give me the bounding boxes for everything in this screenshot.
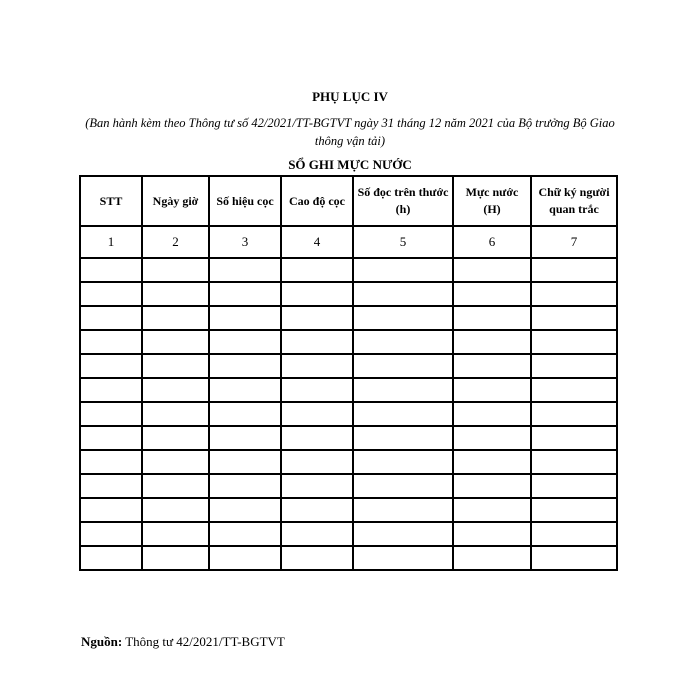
header-stake-number: Số hiệu cọc bbox=[209, 176, 281, 226]
table-cell bbox=[142, 330, 209, 354]
table-cell bbox=[453, 330, 531, 354]
table-cell bbox=[531, 546, 617, 570]
table-row bbox=[80, 522, 617, 546]
table-cell bbox=[209, 450, 281, 474]
source-line bbox=[81, 634, 285, 650]
table-cell bbox=[453, 426, 531, 450]
table-cell bbox=[353, 546, 453, 570]
table-cell bbox=[142, 498, 209, 522]
issuance-note: (Ban hành kèm theo Thông tư số 42/2021/TT-BGTVT ngày 31 tháng 12 năm 2021 của Bộ trưởng Bộ Giao thông vận tải) bbox=[85, 116, 615, 148]
table-cell bbox=[142, 426, 209, 450]
table-cell bbox=[142, 378, 209, 402]
table-cell bbox=[531, 426, 617, 450]
table-cell bbox=[209, 378, 281, 402]
table-cell bbox=[281, 474, 353, 498]
table-cell bbox=[281, 354, 353, 378]
table-cell bbox=[209, 474, 281, 498]
column-number: 2 bbox=[142, 226, 209, 258]
table-row bbox=[80, 426, 617, 450]
source-label: Nguồn: bbox=[81, 634, 123, 649]
table-row bbox=[80, 330, 617, 354]
table-cell bbox=[142, 522, 209, 546]
table-cell bbox=[531, 474, 617, 498]
table-row bbox=[80, 402, 617, 426]
appendix-title: PHỤ LỤC IV bbox=[312, 89, 388, 104]
header-staff-reading: Số đọc trên thước (h) bbox=[353, 176, 453, 226]
table-cell bbox=[281, 330, 353, 354]
table-cell bbox=[209, 426, 281, 450]
table-cell bbox=[453, 498, 531, 522]
table-cell bbox=[142, 258, 209, 282]
table-cell bbox=[80, 450, 142, 474]
table-cell bbox=[80, 354, 142, 378]
table-row bbox=[80, 474, 617, 498]
table-cell bbox=[353, 378, 453, 402]
table-cell bbox=[281, 498, 353, 522]
table-cell bbox=[80, 306, 142, 330]
table-cell bbox=[353, 522, 453, 546]
table-cell bbox=[80, 258, 142, 282]
table-cell bbox=[209, 522, 281, 546]
table-cell bbox=[209, 402, 281, 426]
table-cell bbox=[531, 258, 617, 282]
table-cell bbox=[80, 522, 142, 546]
table-cell bbox=[353, 330, 453, 354]
table-row bbox=[80, 378, 617, 402]
table-cell bbox=[209, 546, 281, 570]
table-header-row bbox=[80, 176, 617, 226]
table-cell bbox=[453, 474, 531, 498]
table-cell bbox=[453, 258, 531, 282]
table-cell bbox=[142, 450, 209, 474]
table-cell bbox=[353, 258, 453, 282]
table-row bbox=[80, 258, 617, 282]
column-number: 4 bbox=[281, 226, 353, 258]
table-cell bbox=[453, 546, 531, 570]
column-number-row bbox=[80, 226, 617, 258]
table-cell bbox=[531, 306, 617, 330]
header-water-level: Mực nước (H) bbox=[453, 176, 531, 226]
source-text: Thông tư 42/2021/TT-BGTVT bbox=[125, 634, 285, 649]
table-row bbox=[80, 306, 617, 330]
table-cell bbox=[531, 522, 617, 546]
column-number: 3 bbox=[209, 226, 281, 258]
table-cell bbox=[531, 330, 617, 354]
table-cell bbox=[281, 306, 353, 330]
table-cell bbox=[209, 306, 281, 330]
table-cell bbox=[453, 450, 531, 474]
table-cell bbox=[281, 258, 353, 282]
table-cell bbox=[353, 450, 453, 474]
table-cell bbox=[531, 282, 617, 306]
form-title: SỔ GHI MỰC NƯỚC bbox=[288, 157, 412, 172]
column-number: 1 bbox=[80, 226, 142, 258]
table-cell bbox=[142, 402, 209, 426]
table-cell bbox=[353, 402, 453, 426]
table-cell bbox=[80, 378, 142, 402]
table-cell bbox=[209, 282, 281, 306]
header-stt: STT bbox=[80, 176, 142, 226]
table-cell bbox=[142, 282, 209, 306]
table-cell bbox=[142, 474, 209, 498]
table-row bbox=[80, 450, 617, 474]
table-cell bbox=[209, 498, 281, 522]
table-cell bbox=[281, 402, 353, 426]
table-cell bbox=[80, 498, 142, 522]
table-cell bbox=[353, 354, 453, 378]
table-row bbox=[80, 546, 617, 570]
table-cell bbox=[80, 282, 142, 306]
table-cell bbox=[281, 378, 353, 402]
table-cell bbox=[453, 378, 531, 402]
table-cell bbox=[142, 354, 209, 378]
table-cell bbox=[453, 306, 531, 330]
table-cell bbox=[531, 354, 617, 378]
header-stake-elevation: Cao độ cọc bbox=[281, 176, 353, 226]
table-cell bbox=[80, 402, 142, 426]
table-row bbox=[80, 498, 617, 522]
table-cell bbox=[142, 306, 209, 330]
table-cell bbox=[353, 282, 453, 306]
table-cell bbox=[80, 330, 142, 354]
table-cell bbox=[281, 450, 353, 474]
table-cell bbox=[353, 306, 453, 330]
table-cell bbox=[453, 522, 531, 546]
table-cell bbox=[142, 546, 209, 570]
table-cell bbox=[531, 402, 617, 426]
table-cell bbox=[531, 498, 617, 522]
table-cell bbox=[453, 402, 531, 426]
table-cell bbox=[80, 426, 142, 450]
table-row bbox=[80, 282, 617, 306]
column-number: 7 bbox=[531, 226, 617, 258]
table-row bbox=[80, 354, 617, 378]
header-datetime: Ngày giờ bbox=[142, 176, 209, 226]
table-cell bbox=[531, 450, 617, 474]
table-cell bbox=[209, 258, 281, 282]
table-cell bbox=[453, 354, 531, 378]
table-cell bbox=[453, 282, 531, 306]
table-cell bbox=[80, 546, 142, 570]
table-cell bbox=[281, 546, 353, 570]
table-cell bbox=[353, 474, 453, 498]
table-cell bbox=[531, 378, 617, 402]
table-cell bbox=[209, 354, 281, 378]
column-number: 6 bbox=[453, 226, 531, 258]
table-cell bbox=[353, 498, 453, 522]
table-cell bbox=[80, 474, 142, 498]
table-cell bbox=[281, 282, 353, 306]
column-number: 5 bbox=[353, 226, 453, 258]
table-cell bbox=[281, 522, 353, 546]
header-observer-signature: Chữ ký người quan trắc bbox=[531, 176, 617, 226]
water-level-log-table bbox=[79, 175, 618, 571]
table-cell bbox=[281, 426, 353, 450]
table-cell bbox=[209, 330, 281, 354]
table-cell bbox=[353, 426, 453, 450]
